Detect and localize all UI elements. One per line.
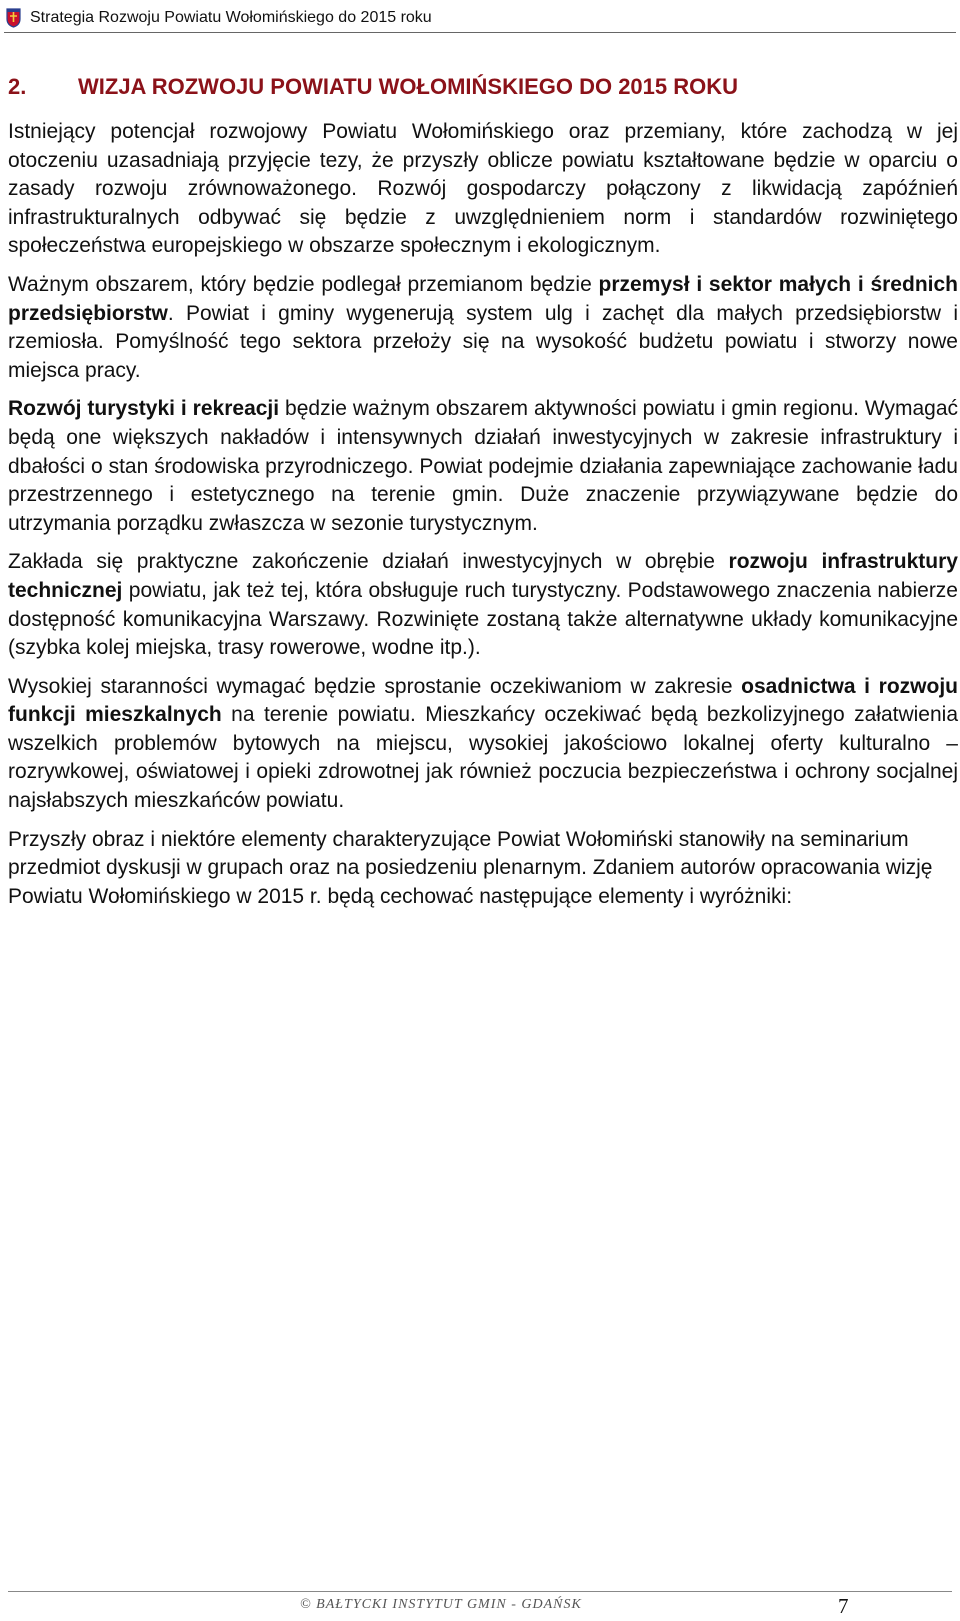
text-run: Zakłada się praktyczne zakończenie działań inwestycyjnych w obrębie — [8, 550, 729, 574]
footer-divider — [8, 1591, 952, 1592]
text-run: Wysokiej staranności wymagać będzie sprostanie oczekiwaniom w zakresie — [8, 674, 742, 698]
paragraph — [8, 826, 958, 912]
coat-of-arms-icon — [6, 8, 21, 28]
page-header — [4, 4, 956, 34]
text-run: Istniejący potencjał rozwojowy Powiatu Wołomińskiego oraz przemiany, które zachodzą w jej otoczeniu uzasadniają przyjęcie tezy, że przyszły oblicze powiatu kształtowane będzie w oparciu o zasady rozwoju zrównoważonego. Rozwój gospodarczy połączony z likwidacją zapóźnień infrastrukturalnych odbywać się będzie z uwzględnieniem norm i standardów rozwiniętego społeczeństwa europejskiego w obszarze społecznym i ekologicznym. — [8, 120, 958, 258]
text-run: na terenie powiatu. Mieszkańcy oczekiwać będą bezkolizyjnego załatwienia wszelkich problemów bytowych na miejscu, wysokiej jakościowo lokalnej oferty kulturalno – rozrywkowej, oświatowej i opieki zdrowotnej jak również poczucia bezpieczeństwa i ochrony socjalnej najsłabszych mieszkańców powiatu. — [8, 703, 958, 813]
text-run: Ważnym obszarem, który będzie podlegał przemianom będzie — [8, 272, 599, 296]
paragraph — [8, 271, 958, 385]
page-number: 7 — [838, 1594, 849, 1618]
document-title: Strategia Rozwoju Powiatu Wołomińskiego do 2015 roku — [30, 9, 432, 26]
bold-text: Rozwój turystyki i rekreacji — [8, 397, 280, 421]
footer-publisher: © BAŁTYCKI INSTYTUT GMIN - GDAŃSK — [300, 1597, 582, 1612]
section-number: 2. — [8, 74, 27, 99]
text-run: będzie ważnym obszarem aktywności powiatu i gmin regionu. Wymagać będą one większych nakładów i intensywnych działań inwestycyjnych w zakresie infrastruktury i dbałości o stan środowiska przyrodniczego. Powiat podejmie działania zapewniające zachowanie ładu przestrzennego i estetycznego na terenie gmin. Duże znaczenie przywiązywane będzie do utrzymania porządku zwłaszcza w sezonie turystycznym. — [8, 397, 959, 535]
paragraph — [8, 118, 958, 261]
section-heading — [8, 74, 738, 100]
bold-text: rozwoju infrastruktury technicznej — [8, 550, 958, 602]
paragraph — [8, 673, 958, 816]
header-divider — [4, 32, 956, 33]
text-run: . Powiat i gminy wygenerują system ulg i zachęt dla małych przedsiębiorstw i rzemiosła. Pomyślność tego sektora przełoży się na wysokość budżetu powiatu i stworzy nowe miejsca pracy. — [8, 301, 958, 382]
bold-text: przemysł i sektor małych i średnich przedsiębiorstw — [8, 272, 958, 325]
paragraph — [8, 548, 958, 662]
body-text — [8, 118, 958, 921]
text-run: powiatu, jak też tej, która obsługuje ruch turystyczny. Podstawowego znaczenia nabierze dostępność komunikacyjna Warszawy. Rozwinięte zostaną także alternatywne układy komunikacyjne (szybka kolej miejska, trasy rowerowe, wodne itp.). — [8, 578, 958, 660]
text-run: Przyszły obraz i niektóre elementy charakteryzujące Powiat Wołomiński stanowiły na seminarium przedmiot dyskusji w grupach oraz na posiedzeniu plenarnym. Zdaniem autorów opracowania wizję Powiatu Wołomińskiego w 2015 r. będą cechować następujące elementy i wyróżniki: — [8, 827, 933, 908]
bold-text: osadnictwa i rozwoju funkcji mieszkalnych — [8, 674, 958, 727]
paragraph — [8, 395, 958, 538]
section-title: WIZJA ROZWOJU POWIATU WOŁOMIŃSKIEGO DO 2015 ROKU — [78, 74, 739, 99]
